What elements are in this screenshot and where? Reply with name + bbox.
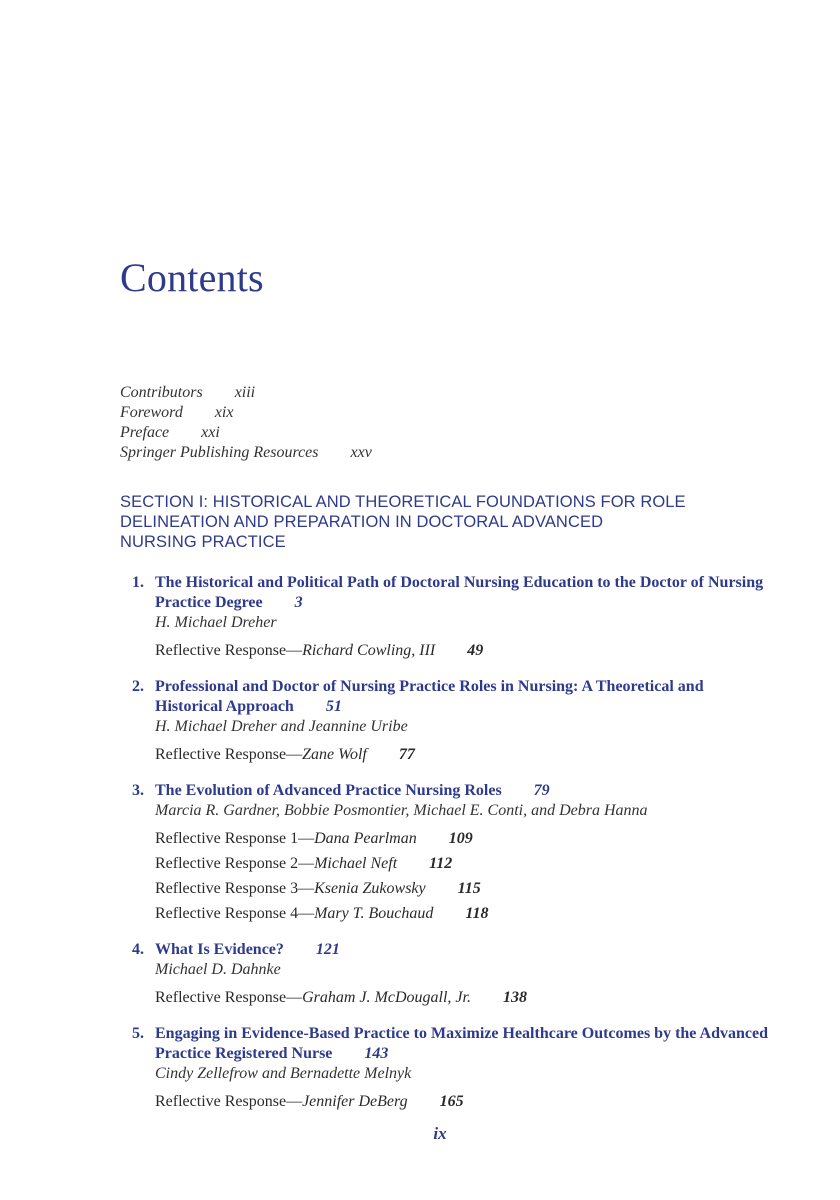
chapter-entry-1[interactable] xyxy=(120,573,770,663)
reflective-response[interactable] xyxy=(155,876,770,901)
response-label: Reflective Response 1— xyxy=(155,830,315,847)
chapter-title: Engaging in Evidence-Based Practice to Maximize Healthcare Outcomes by the Advanced Practice Registered Nurse xyxy=(155,1025,768,1062)
front-matter-page: xxi xyxy=(201,424,220,441)
chapter-heading xyxy=(155,677,770,717)
front-matter-page: xxv xyxy=(350,444,372,461)
front-matter-label: Foreword xyxy=(120,404,183,421)
page-title: Contents xyxy=(120,255,264,300)
chapter-number: 1. xyxy=(132,574,144,591)
reflective-response[interactable] xyxy=(155,901,770,926)
response-author: Ksenia Zukowsky xyxy=(314,880,426,897)
response-label: Reflective Response— xyxy=(155,1093,303,1110)
chapter-authors: H. Michael Dreher and Jeannine Uribe xyxy=(155,718,408,735)
chapter-list xyxy=(120,573,770,1128)
response-label: Reflective Response— xyxy=(155,989,303,1006)
reflective-response[interactable] xyxy=(155,1089,770,1114)
section-heading[interactable] xyxy=(120,492,720,552)
front-matter-page: xiii xyxy=(234,384,256,401)
response-author: Jennifer DeBerg xyxy=(302,1093,408,1110)
front-matter-item-resources[interactable] xyxy=(120,443,372,463)
chapter-number: 4. xyxy=(132,941,144,958)
response-label: Reflective Response 4— xyxy=(155,905,315,922)
chapter-title: The Evolution of Advanced Practice Nursing Roles xyxy=(155,782,502,799)
response-label: Reflective Response 2— xyxy=(155,855,315,872)
chapter-title: The Historical and Political Path of Doctoral Nursing Education to the Doctor of Nursing Practice Degree xyxy=(155,574,764,611)
reflective-response[interactable] xyxy=(155,985,770,1010)
response-list xyxy=(155,1089,770,1114)
front-matter-label: Contributors xyxy=(120,384,203,401)
reflective-response[interactable] xyxy=(155,742,770,767)
front-matter-page: xix xyxy=(214,404,234,421)
chapter-number: 2. xyxy=(132,678,144,695)
response-page: 138 xyxy=(502,989,527,1006)
section-heading-line: NURSING PRACTICE xyxy=(120,533,286,551)
response-author: Richard Cowling, III xyxy=(302,642,436,659)
chapter-entry-5[interactable] xyxy=(120,1024,770,1114)
chapter-heading xyxy=(155,1024,770,1064)
chapter-heading xyxy=(155,781,770,801)
response-page: 112 xyxy=(429,855,453,872)
page-number: ix xyxy=(433,1124,447,1143)
front-matter-label: Preface xyxy=(120,424,170,441)
reflective-response[interactable] xyxy=(155,638,770,663)
section-heading-line: DELINEATION AND PREPARATION IN DOCTORAL ADVANCED xyxy=(120,513,604,531)
reflective-response[interactable] xyxy=(155,851,770,876)
chapter-title: Professional and Doctor of Nursing Practice Roles in Nursing: A Theoretical and Historical Approach xyxy=(155,678,704,715)
response-author: Graham J. McDougall, Jr. xyxy=(302,989,471,1006)
response-label: Reflective Response— xyxy=(155,746,303,763)
front-matter-item-contributors[interactable] xyxy=(120,383,372,403)
response-list xyxy=(155,742,770,767)
front-matter-item-foreword[interactable] xyxy=(120,403,372,423)
chapter-heading xyxy=(155,940,770,960)
response-label: Reflective Response 3— xyxy=(155,880,315,897)
response-page: 115 xyxy=(457,880,481,897)
response-list xyxy=(155,826,770,926)
chapter-title: What Is Evidence? xyxy=(155,941,284,958)
response-author: Zane Wolf xyxy=(302,746,367,763)
response-page: 49 xyxy=(467,642,484,659)
response-author: Dana Pearlman xyxy=(314,830,417,847)
response-list xyxy=(155,638,770,663)
chapter-entry-2[interactable] xyxy=(120,677,770,767)
chapter-page: 143 xyxy=(364,1045,389,1062)
response-author: Michael Neft xyxy=(314,855,398,872)
chapter-entry-4[interactable] xyxy=(120,940,770,1010)
section-heading-line: SECTION I: HISTORICAL AND THEORETICAL FOUNDATIONS FOR ROLE xyxy=(120,493,686,511)
response-author: Mary T. Bouchaud xyxy=(314,905,434,922)
front-matter-label: Springer Publishing Resources xyxy=(120,444,319,461)
chapter-authors: H. Michael Dreher xyxy=(155,614,277,631)
chapter-number: 5. xyxy=(132,1025,144,1042)
chapter-heading xyxy=(155,573,770,613)
front-matter-item-preface[interactable] xyxy=(120,423,372,443)
chapter-number: 3. xyxy=(132,782,144,799)
response-list xyxy=(155,985,770,1010)
chapter-page: 3 xyxy=(294,594,303,611)
chapter-entry-3[interactable] xyxy=(120,781,770,926)
chapter-authors: Marcia R. Gardner, Bobbie Posmontier, Michael E. Conti, and Debra Hanna xyxy=(155,802,648,819)
chapter-page: 121 xyxy=(315,941,340,958)
reflective-response[interactable] xyxy=(155,826,770,851)
chapter-page: 79 xyxy=(533,782,550,799)
chapter-authors: Michael D. Dahnke xyxy=(155,961,281,978)
response-page: 109 xyxy=(448,830,473,847)
response-page: 118 xyxy=(465,905,489,922)
chapter-authors: Cindy Zellefrow and Bernadette Melnyk xyxy=(155,1065,412,1082)
response-page: 165 xyxy=(439,1093,464,1110)
response-label: Reflective Response— xyxy=(155,642,303,659)
chapter-page: 51 xyxy=(325,698,342,715)
front-matter-list xyxy=(120,383,372,463)
response-page: 77 xyxy=(398,746,415,763)
